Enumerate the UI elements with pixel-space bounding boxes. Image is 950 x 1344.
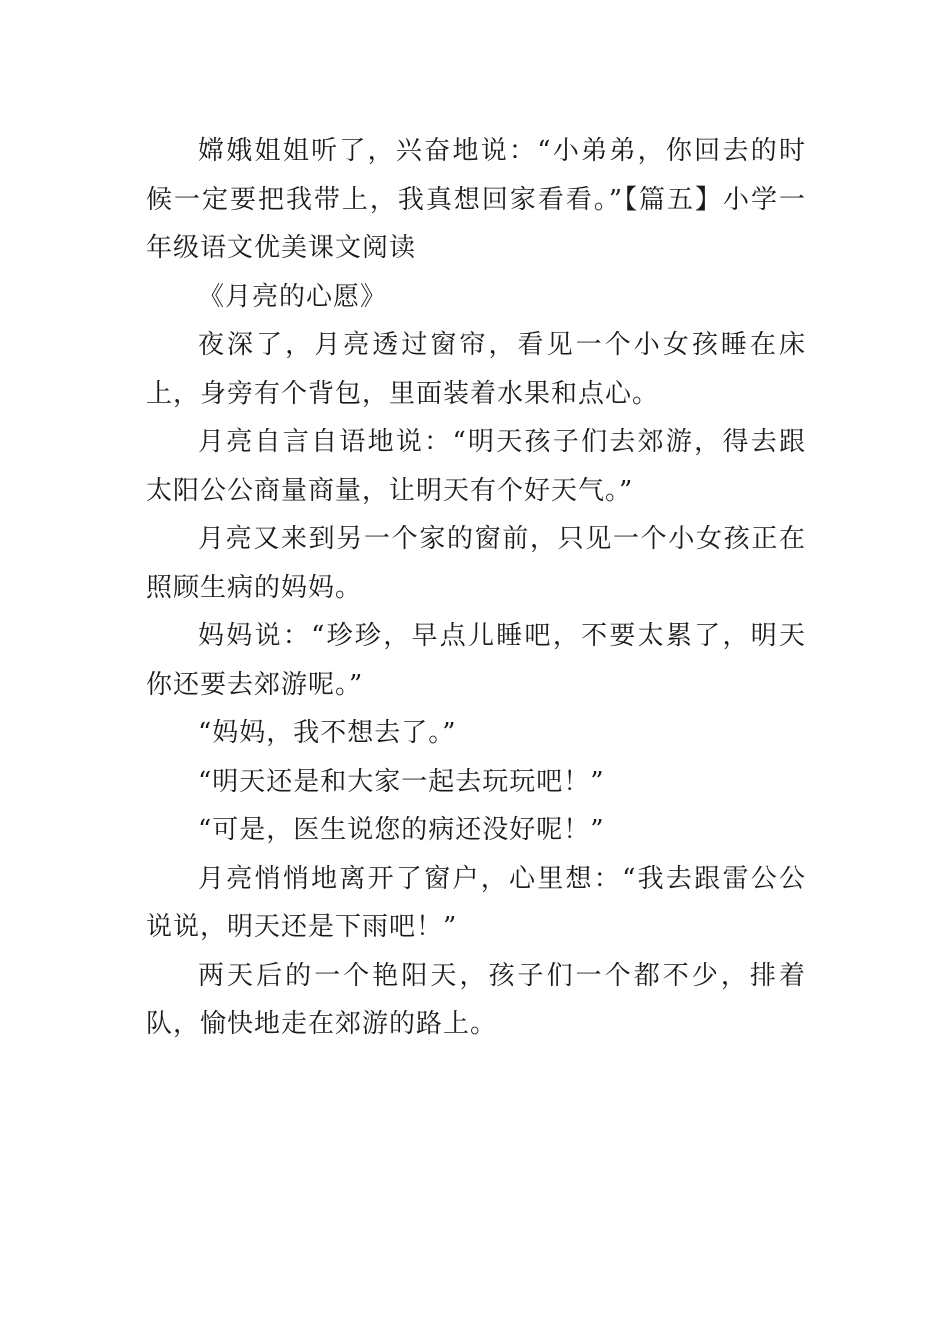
paragraph-3: 夜深了，月亮透过窗帘，看见一个小女孩睡在床上，身旁有个背包，里面装着水果和点心。 (146, 330, 806, 409)
paragraph-2-title: 《月亮的心愿》 (198, 281, 388, 312)
paragraph-7: “妈妈，我不想去了。” (198, 718, 457, 748)
paragraph-6: 妈妈说：“珍珍，早点儿睡吧，不要太累了，明天你还要去郊游呢。” (146, 621, 806, 700)
paragraph-4: 月亮自言自语地说：“明天孩子们去郊游，得去跟太阳公公商量商量，让明天有个好天气。” (146, 427, 806, 506)
paragraph-11: 两天后的一个艳阳天，孩子们一个都不少，排着队，愉快地走在郊游的路上。 (146, 960, 806, 1039)
document-body (146, 127, 806, 1049)
paragraph-5: 月亮又来到另一个家的窗前，只见一个小女孩正在照顾生病的妈妈。 (146, 524, 806, 603)
paragraph-10: 月亮悄悄地离开了窗户，心里想：“我去跟雷公公说说，明天还是下雨吧！” (146, 863, 806, 942)
paragraph-8: “明天还是和大家一起去玩玩吧！” (198, 766, 605, 797)
paragraph-1: 嫦娥姐姐听了，兴奋地说：“小弟弟，你回去的时候一定要把我带上，我真想回家看看。”【篇五】小学一年级语文优美课文阅读 (146, 136, 806, 263)
paragraph-9: “可是，医生说您的病还没好呢！” (198, 815, 605, 845)
